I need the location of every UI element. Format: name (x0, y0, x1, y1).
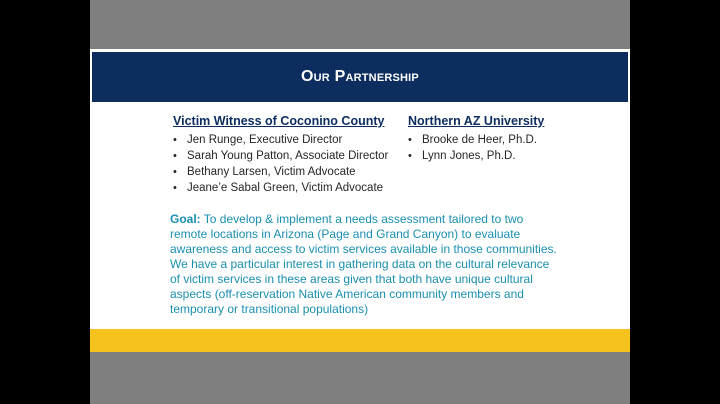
list-item: • Sarah Young Patton, Associate Director (173, 150, 389, 162)
member-list (408, 132, 544, 164)
goal-text: To develop & implement a needs assessment tailored to two remote locations in Arizona (Page and Grand Canyon) to evaluate awareness and access to victim services available in those communities. We have a particular interest in gathering data on the cultural relevance of victim services in these areas given that both have unique cultural aspects (off-reservation Native American community members and temporary or transitional populations) (170, 212, 557, 316)
partner-heading: Northern AZ University (408, 114, 545, 128)
title-bar (92, 52, 628, 102)
gold-accent-band (90, 329, 630, 352)
list-item: • Jeane’e Sabal Green, Victim Advocate (173, 182, 384, 194)
list-item: • Bethany Larsen, Victim Advocate (173, 166, 356, 178)
partner-column-victim-witness (173, 114, 388, 196)
bullet-icon: • (408, 150, 412, 162)
bullet-icon: • (173, 166, 177, 178)
partner-heading: Victim Witness of Coconino County (173, 114, 385, 128)
goal-label: Goal: (170, 212, 201, 226)
goal-paragraph (170, 212, 562, 317)
bullet-icon: • (173, 182, 177, 194)
list-item: • Brooke de Heer, Ph.D. (408, 134, 538, 146)
bullet-icon: • (173, 150, 177, 162)
bullet-icon: • (173, 134, 177, 146)
member-list (173, 132, 388, 196)
top-gray-band (90, 0, 630, 49)
slide (90, 0, 630, 404)
list-item: • Jen Runge, Executive Director (173, 134, 343, 146)
bottom-gray-band (90, 352, 630, 404)
list-item: • Lynn Jones, Ph.D. (408, 150, 516, 162)
slide-title: Our Partnership (301, 68, 419, 85)
bullet-icon: • (408, 134, 412, 146)
partner-column-nau (408, 114, 544, 164)
